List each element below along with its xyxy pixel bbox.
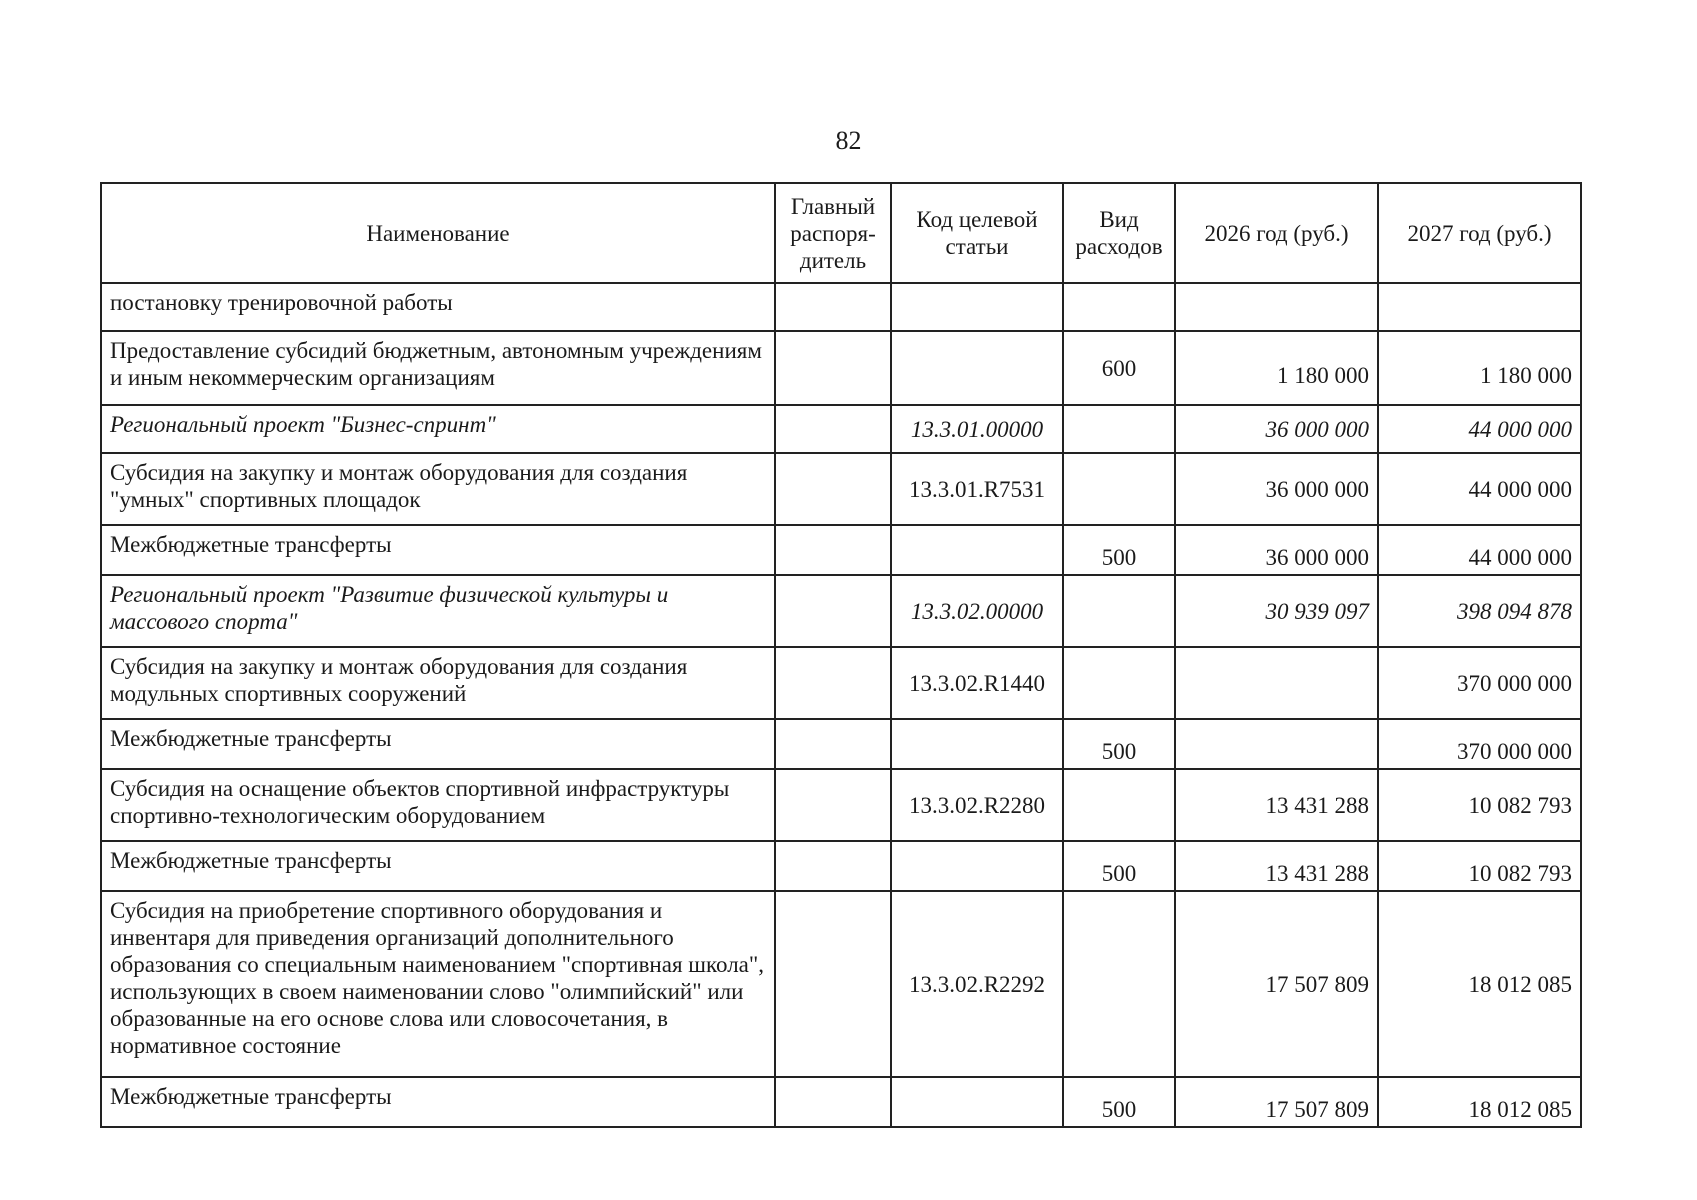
cell-2027: 1 180 000	[1378, 331, 1581, 405]
cell-name: Межбюджетные трансферты	[101, 841, 775, 891]
cell-manager	[775, 575, 891, 647]
cell-code	[891, 331, 1063, 405]
cell-name: Субсидия на оснащение объектов спортивной инфраструктуры спортивно-технологическим оборудованием	[101, 769, 775, 841]
cell-2027: 10 082 793	[1378, 769, 1581, 841]
cell-expense-type: 500	[1063, 525, 1175, 575]
header-name: Наименование	[101, 183, 775, 283]
cell-2027: 18 012 085	[1378, 891, 1581, 1077]
table-row	[101, 405, 1581, 453]
cell-name: Межбюджетные трансферты	[101, 525, 775, 575]
cell-2027: 44 000 000	[1378, 525, 1581, 575]
cell-2027: 370 000 000	[1378, 719, 1581, 769]
header-2026: 2026 год (руб.)	[1175, 183, 1378, 283]
header-expense-type: Вид расходов	[1063, 183, 1175, 283]
cell-name: Региональный проект "Развитие физической культуры и массового спорта"	[101, 575, 775, 647]
cell-code: 13.3.01.00000	[891, 405, 1063, 453]
header-code: Код целевой статьи	[891, 183, 1063, 283]
cell-2027	[1378, 283, 1581, 331]
cell-2026: 36 000 000	[1175, 453, 1378, 525]
cell-manager	[775, 841, 891, 891]
cell-manager	[775, 331, 891, 405]
cell-manager	[775, 283, 891, 331]
cell-2027: 10 082 793	[1378, 841, 1581, 891]
cell-name: Предоставление субсидий бюджетным, автономным учреждениям и иным некоммерческим организациям	[101, 331, 775, 405]
cell-2027: 44 000 000	[1378, 453, 1581, 525]
cell-name: Межбюджетные трансферты	[101, 719, 775, 769]
cell-expense-type: 500	[1063, 1077, 1175, 1127]
cell-code	[891, 525, 1063, 575]
cell-code	[891, 719, 1063, 769]
cell-2027: 398 094 878	[1378, 575, 1581, 647]
cell-2027: 370 000 000	[1378, 647, 1581, 719]
cell-2026	[1175, 647, 1378, 719]
cell-2026: 13 431 288	[1175, 769, 1378, 841]
table-row	[101, 841, 1581, 891]
table-row	[101, 283, 1581, 331]
cell-2026: 36 000 000	[1175, 525, 1378, 575]
cell-manager	[775, 769, 891, 841]
cell-2026: 30 939 097	[1175, 575, 1378, 647]
cell-expense-type	[1063, 575, 1175, 647]
table-row	[101, 525, 1581, 575]
cell-expense-type	[1063, 283, 1175, 331]
cell-name: Региональный проект "Бизнес-спринт"	[101, 405, 775, 453]
cell-code: 13.3.02.R1440	[891, 647, 1063, 719]
cell-expense-type	[1063, 891, 1175, 1077]
table-row	[101, 647, 1581, 719]
cell-2026: 36 000 000	[1175, 405, 1378, 453]
cell-manager	[775, 453, 891, 525]
cell-code: 13.3.01.R7531	[891, 453, 1063, 525]
cell-code	[891, 1077, 1063, 1127]
page-number: 82	[835, 126, 862, 155]
cell-2026: 17 507 809	[1175, 891, 1378, 1077]
cell-expense-type	[1063, 769, 1175, 841]
cell-2027: 44 000 000	[1378, 405, 1581, 453]
cell-expense-type	[1063, 453, 1175, 525]
table-row	[101, 1077, 1581, 1127]
cell-manager	[775, 719, 891, 769]
budget-table	[100, 182, 1582, 1128]
cell-name: Субсидия на приобретение спортивного оборудования и инвентаря для приведения организаций дополнительного образования со специальным наименованием "спортивная школа", использующих в своем наименовании слово "олимпийский" или образованные на его основе слова или словосочетания, в нормативное состояние	[101, 891, 775, 1077]
cell-name: Субсидия на закупку и монтаж оборудования для создания "умных" спортивных площадок	[101, 453, 775, 525]
cell-expense-type: 500	[1063, 841, 1175, 891]
cell-manager	[775, 1077, 891, 1127]
cell-expense-type	[1063, 647, 1175, 719]
header-manager: Главный распоря-дитель	[775, 183, 891, 283]
cell-code	[891, 841, 1063, 891]
table-row	[101, 575, 1581, 647]
table-row	[101, 453, 1581, 525]
cell-manager	[775, 891, 891, 1077]
cell-manager	[775, 525, 891, 575]
cell-code: 13.3.02.R2292	[891, 891, 1063, 1077]
header-2027: 2027 год (руб.)	[1378, 183, 1581, 283]
cell-code: 13.3.02.R2280	[891, 769, 1063, 841]
cell-2026: 13 431 288	[1175, 841, 1378, 891]
cell-name: Субсидия на закупку и монтаж оборудования для создания модульных спортивных сооружений	[101, 647, 775, 719]
cell-2026: 1 180 000	[1175, 331, 1378, 405]
cell-2026	[1175, 719, 1378, 769]
cell-expense-type: 600	[1063, 331, 1175, 405]
cell-manager	[775, 405, 891, 453]
table-row	[101, 719, 1581, 769]
cell-code: 13.3.02.00000	[891, 575, 1063, 647]
cell-2026	[1175, 283, 1378, 331]
cell-2026: 17 507 809	[1175, 1077, 1378, 1127]
cell-name: Межбюджетные трансферты	[101, 1077, 775, 1127]
cell-manager	[775, 647, 891, 719]
cell-code	[891, 283, 1063, 331]
cell-name: постановку тренировочной работы	[101, 283, 775, 331]
cell-2027: 18 012 085	[1378, 1077, 1581, 1127]
table-header-row	[101, 183, 1581, 283]
table-row	[101, 891, 1581, 1077]
table-row	[101, 331, 1581, 405]
cell-expense-type	[1063, 405, 1175, 453]
cell-expense-type: 500	[1063, 719, 1175, 769]
table-row	[101, 769, 1581, 841]
